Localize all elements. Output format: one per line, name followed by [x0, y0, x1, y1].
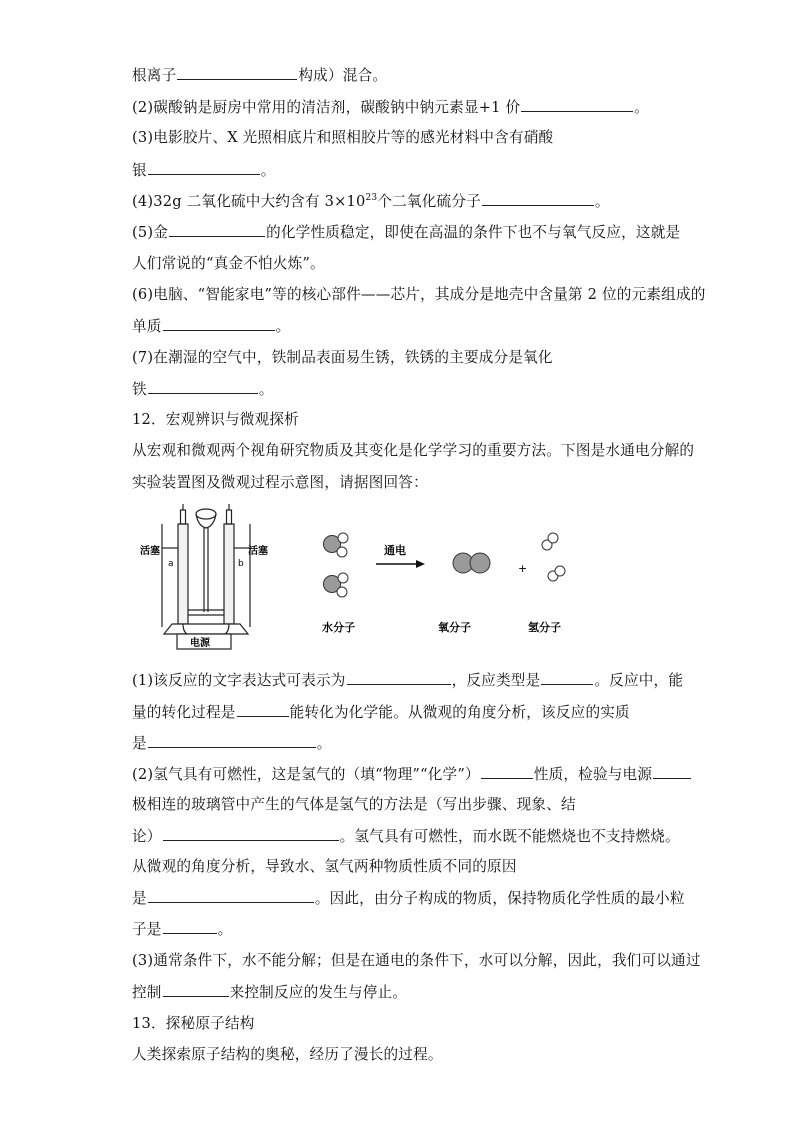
text-line [132, 441, 694, 461]
text-line [132, 254, 325, 274]
hydrogen-molecule-icon [542, 533, 558, 550]
line-text: 。 [634, 99, 650, 116]
answer-blank[interactable] [163, 826, 339, 841]
text-line [132, 191, 610, 212]
line-text: 。 [316, 735, 332, 752]
line-text: 实验装置图及微观过程示意图，请据图回答： [132, 474, 428, 491]
answer-blank[interactable] [148, 379, 258, 394]
answer-blank[interactable] [653, 764, 691, 779]
answer-blank[interactable] [163, 919, 217, 934]
tube-b-label: b [238, 559, 244, 569]
tube-a-label: a [168, 559, 174, 569]
line-text: (2)氢气具有可燃性，这是氢气的（填“物理”“化学”） [132, 766, 480, 783]
line-text: 个二氧化硫分子 [377, 193, 481, 210]
line-text: (3)通常条件下，水不能分解；但是在通电的条件下，水可以分解，因此，我们可以通过 [132, 952, 701, 969]
answer-blank[interactable] [148, 888, 314, 903]
line-text: 。 [275, 318, 291, 335]
oxygen-molecule-icon [453, 553, 490, 573]
apparatus [162, 504, 250, 649]
line-text: 12．宏观辨识与微观探析 [132, 411, 299, 428]
line-text: 。 [594, 193, 610, 210]
line-text: 人们常说的“真金不怕火炼”。 [132, 255, 325, 272]
oxygen-label: 氧分子 [438, 621, 471, 634]
answer-blank[interactable] [148, 160, 260, 175]
line-text: 量的转化过程是 [132, 704, 236, 721]
line-text: 从宏观和微观两个视角研究物质及其变化是化学学习的重要方法。下图是水通电分解的 [132, 442, 695, 459]
text-line [132, 888, 685, 909]
line-text: 的化学性质稳定，即使在高温的条件下也不与氧气反应，这就是 [266, 224, 681, 241]
text-line [132, 316, 290, 337]
answer-blank[interactable] [169, 222, 265, 237]
answer-blank[interactable] [482, 191, 594, 206]
electrolysis-figure [132, 502, 612, 652]
line-text: (3)电影胶片、X 光照相底片和照相胶片等的感光材料中含有硝酸 [132, 129, 554, 146]
text-line [132, 919, 232, 940]
line-text: 银 [132, 162, 147, 179]
line-text: (6)电脑、“智能家电”等的核心部件——芯片，其成分是地壳中含量第 2 位的元素组成的 [132, 286, 706, 303]
arrow-icon [376, 560, 425, 568]
text-line [132, 826, 680, 847]
line-text: (2)碳酸钠是厨房中常用的清洁剂，碳酸钠中钠元素显+1 价 [132, 99, 521, 116]
text-line [132, 97, 649, 118]
question-heading [132, 410, 299, 430]
line-text: (4)32g 二氧化硫中大约含有 3×10 [132, 193, 366, 210]
text-line [132, 733, 332, 754]
power-label: 电源 [190, 638, 210, 649]
line-text: 论） [132, 828, 162, 845]
answer-blank[interactable] [347, 670, 451, 685]
hydrogen-label: 氢分子 [528, 621, 561, 634]
line-text: 人类探索原子结构的奥秘，经历了漫长的过程。 [132, 1046, 443, 1063]
text-line [132, 951, 701, 971]
text-line [132, 160, 276, 181]
text-line [132, 473, 428, 493]
line-text: 是 [132, 735, 147, 752]
line-text: 子是 [132, 921, 162, 938]
text-line [132, 65, 387, 86]
line-text: (7)在潮湿的空气中，铁制品表面易生锈，铁锈的主要成分是氧化 [132, 349, 553, 366]
line-text: (5)金 [132, 224, 169, 241]
water-molecule-icon [324, 533, 349, 557]
text-line [132, 702, 630, 723]
text-line [132, 857, 517, 877]
text-line [132, 285, 706, 305]
answer-blank[interactable] [148, 733, 316, 748]
text-line [132, 764, 692, 785]
question-heading [132, 1014, 255, 1034]
line-text: 。因此，由分子构成的物质，保持物质化学性质的最小粒 [314, 890, 685, 907]
line-text: 是 [132, 890, 147, 907]
left-valve-label: 活塞 [140, 546, 160, 557]
text-line [132, 379, 274, 400]
line-text: 。 [258, 381, 274, 398]
answer-blank[interactable] [521, 97, 633, 112]
text-line [132, 222, 680, 243]
line-text: 。氢气具有可燃性，而水既不能燃烧也不支持燃烧。 [339, 828, 680, 845]
line-text: 来控制反应的发生与停止。 [229, 984, 408, 1001]
line-text: 从微观的角度分析，导致水、氢气两种物质性质不同的原因 [132, 858, 517, 875]
line-text: 单质 [132, 318, 162, 335]
right-valve-label: 活塞 [248, 546, 268, 557]
line-text: 构成）混合。 [298, 67, 388, 84]
line-text: 铁 [132, 381, 147, 398]
water-molecule-icon [324, 573, 349, 597]
text-line [132, 982, 407, 1003]
answer-blank[interactable] [177, 65, 297, 80]
text-line [132, 128, 553, 148]
superscript: 23 [365, 193, 378, 204]
line-text: 能转化为化学能。从微观的角度分析，该反应的实质 [289, 704, 630, 721]
text-line [132, 1045, 443, 1065]
line-text: 根离子 [132, 67, 177, 84]
answer-blank[interactable] [163, 982, 229, 997]
line-text: ，反应类型是 [451, 672, 541, 689]
answer-blank[interactable] [163, 316, 275, 331]
line-text: 13．探秘原子结构 [132, 1015, 255, 1032]
arrow-label: 通电 [384, 544, 406, 557]
line-text: 性质，检验与电源 [533, 766, 653, 783]
text-line [132, 348, 553, 368]
text-line [132, 795, 576, 815]
line-text: (1)该反应的文字表达式可表示为 [132, 672, 346, 689]
line-text: 。 [260, 162, 276, 179]
text-line [132, 670, 683, 691]
answer-blank[interactable] [237, 702, 289, 717]
water-label: 水分子 [322, 621, 355, 634]
answer-blank[interactable] [541, 670, 593, 685]
plus-sign: + [518, 562, 528, 575]
hydrogen-molecule-icon [548, 566, 565, 581]
line-text: 控制 [132, 984, 162, 1001]
line-text: 。反应中，能 [594, 672, 684, 689]
answer-blank[interactable] [481, 764, 533, 779]
line-text: 极相连的玻璃管中产生的气体是氢气的方法是（写出步骤、现象、结 [132, 796, 576, 813]
line-text: 。 [217, 921, 233, 938]
